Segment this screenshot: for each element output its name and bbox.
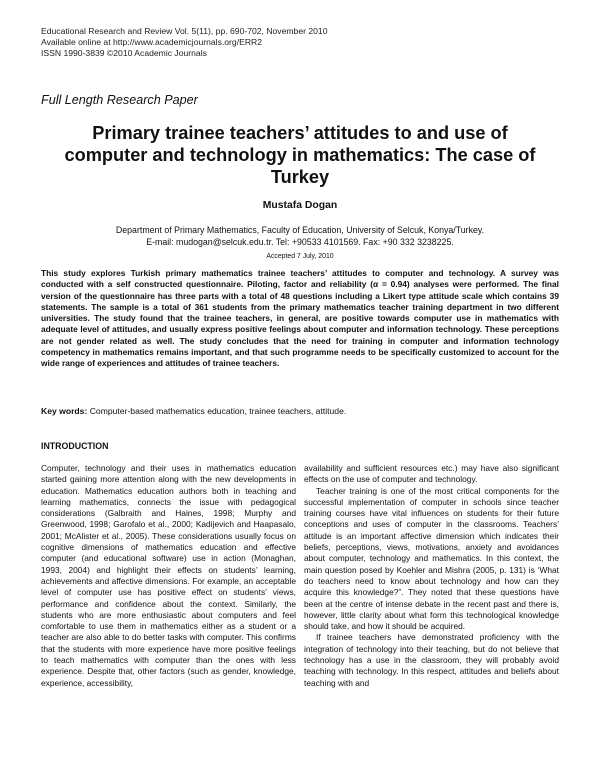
accepted-date: Accepted 7 July, 2010	[266, 253, 334, 260]
paragraph: Teacher training is one of the most critical components for the successful implementation of computer in schools since teacher training courses have vital influences on students for their future conceptions and uses of computer in the classrooms. Teachers’ attitude is an important affective dimension which indicates their beliefs, perceptions, views, motivations, anxiety and avoidances about computer, technology and mathematics. In this context, the main question posed by Koehler and Mishra (2005, p. 131) is ‘What do teachers need to know about technology and how can they acquire this knowledge?”. They noted that these questions have been at the centre of intense debate in the recent past and there is, however, little clarity about what form this technological knowledge should take, and how it should be acquired.	[304, 485, 559, 632]
keywords	[41, 406, 559, 416]
body-column-left	[41, 463, 296, 689]
journal-issn: ISSN 1990-3839 ©2010 Academic Journals	[41, 48, 207, 58]
affiliation-contact: E-mail: mudogan@selcuk.edu.tr. Tel: +90533 4101569. Fax: +90 332 3238225.	[146, 237, 454, 247]
title-line-2: computer and technology in mathematics: The case of	[64, 145, 536, 165]
title-line-1: Primary trainee teachers’ attitudes to and use of	[92, 123, 508, 143]
keywords-label: Key words:	[41, 406, 88, 416]
author-name: Mustafa Dogan	[262, 200, 338, 211]
author-affiliation	[40, 224, 560, 248]
journal-citation: Educational Research and Review Vol. 5(11), pp. 690-702, November 2010	[41, 26, 328, 36]
paper-title	[40, 122, 560, 188]
keywords-text: Computer-based mathematics education, trainee teachers, attitude.	[89, 406, 347, 416]
title-line-3: Turkey	[270, 167, 330, 187]
abstract: This study explores Turkish primary mathematics trainee teachers’ attitudes to computer and technology. A survey was conducted with a self constructed questionnaire. Piloting, factor and reliability (α = 0.94) analyses were performed. The final version of the questionnaire has three parts with a total of 48 questions including a Likert type attitude scale which contains 39 statements. The sample is a total of 361 students from the primary mathematics teacher training department in two different universities. The study found that the trainee teachers, in general, are positive towards computer use in mathematics with adequate level of attitudes, and usually express positive feelings about computer and information technology. These perceptions are not gender related as well. The study concludes that the need for training in computer and information technology competency in mathematics remains important, and that such programme needs to be specifically customized to account for the wide range of experiences and attitudes of trainee teachers.	[41, 268, 559, 369]
paper-type-label: Full Length Research Paper	[41, 93, 198, 107]
journal-header	[41, 26, 327, 59]
section-heading-introduction: INTRODUCTION	[41, 441, 109, 451]
paragraph: availability and sufficient resources etc.) may have also significant effects on the use of computer and technology.	[304, 463, 559, 485]
paragraph: Computer, technology and their uses in mathematics education started gaining more attention along with the new developments in education. Mathematics education authors both in teaching and learning mathematics, connects the issue with pedagogical considerations (Galbraith and Haines, 1998; Murphy and Greenwood, 1998; Garofalo et al., 2000; Kadijevich and Haapasalo, 2001; McAlister et al., 2005). These considerations usually focus on cognitive dimensions of mathematics education and effective computer (and educational software) use in action (Monaghan, 1993, 2004) and highlight their effects on students’ learning, achievements and affective dimensions. For example, an acceptable level of computer use has positive effect on students’ views, performance and confidence about the context. Similarly, the students who are more enthusiastic about computers and feel comfortable to use them in mathematics either as a student or a teacher are also able to do better tasks with computer. This confirms that the students with more experience have more positive feelings to teach mathematics with computer than the ones with less experience. Despite that, other factors (such as gender, knowledge, experience, accessibility,	[41, 463, 296, 688]
body-column-right	[304, 463, 559, 689]
journal-url: Available online at http://www.academicjournals.org/ERR2	[41, 37, 263, 47]
paragraph: If trainee teachers have demonstrated proficiency with the integration of technology into their teaching, but do not believe that technology has a use in the classroom, they will probably avoid teaching with technology. In this respect, attitudes and beliefs about teaching with and	[304, 632, 559, 688]
affiliation-department: Department of Primary Mathematics, Faculty of Education, University of Selcuk, Konya/Turkey.	[115, 225, 485, 235]
